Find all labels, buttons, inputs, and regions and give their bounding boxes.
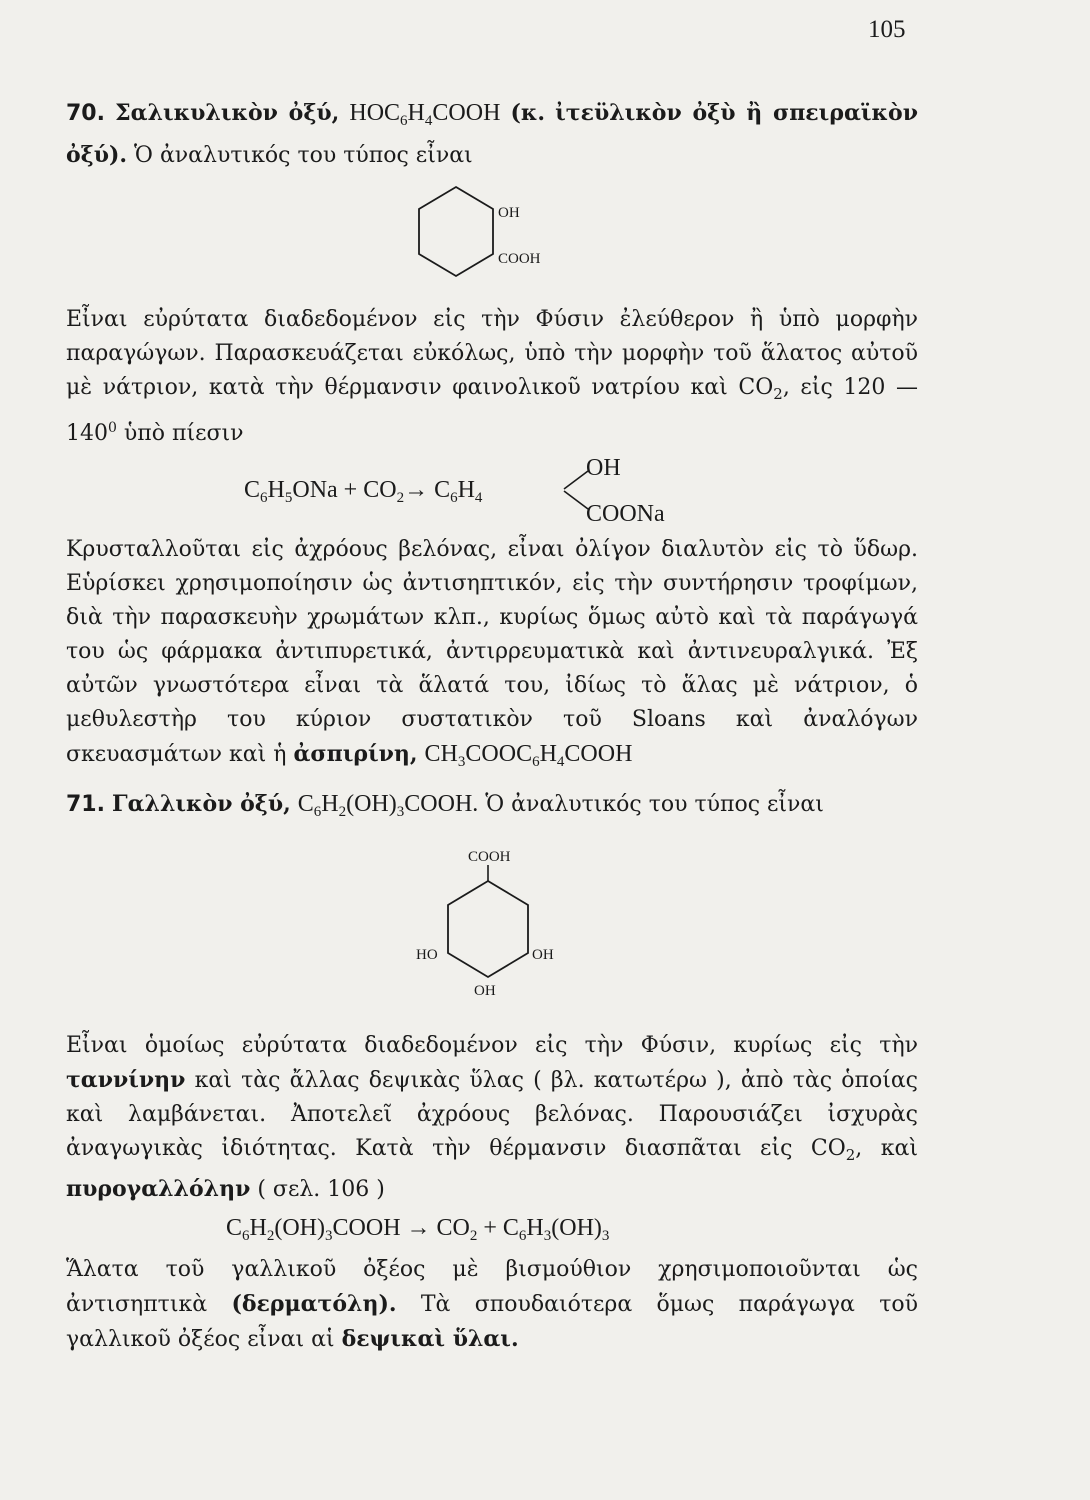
benzene-ring	[419, 187, 493, 276]
tanning-agents-term: δεψικαὶ ὕλαι.	[341, 1326, 519, 1352]
gallic-cooh-label: COOH	[468, 849, 511, 865]
section-71-intro-rest: Ὁ ἀναλυτικός του τύπος εἶναι	[485, 792, 824, 817]
salicylic-acid-structure	[66, 179, 918, 297]
reaction-oh: OH	[586, 455, 621, 481]
tannin-term: ταννίνην	[66, 1067, 186, 1093]
section-71-title: Γαλλικὸν ὀξύ,	[111, 791, 291, 817]
salicylate-reaction	[66, 451, 918, 533]
gallic-oh-right-label: OH	[532, 947, 554, 963]
section-70-title: Σαλικυλικὸν ὀξύ,	[115, 100, 340, 126]
section-70-paragraph-2: Κρυσταλλοῦται εἰς ἀχρόους βελόνας, εἶναι ὀλίγον διαλυτὸν εἰς τὸ ὕδωρ. Εὑρίσκει χρησιμοποίησιν ὡς ἀντισηπτικόν, εἰς τὴν συντήρησιν τροφίμων, διὰ τὴν παρασκευὴν χρωμάτων κλπ., κυρίως ὅμως αὐτὸ καὶ τὰ παράγωγά του ὡς φάρμακα ἀντιπυρετικά, ἀντιρρευματικὰ καὶ ἀντινευραλγικά. Ἐξ αὐτῶν γνωστότερα εἶναι τὰ ἅλατά του, ἰδίως τὸ ἅλας μὲ νάτριον, ὁ μεθυλεστὴρ του κύριον συστατικὸν τοῦ Sloans καὶ ἀναλόγων σκευασμάτων καὶ ἡ ἀσπιρίνη, $CH_3COOC_6H_4COOH$	[66, 537, 918, 770]
gallic-ho-label: HO	[416, 947, 438, 963]
pyrogallol-term: πυρογαλλόλην	[66, 1176, 251, 1202]
reaction-lhs: $C_6H_5ONa + CO_2\to C_6H_4$	[244, 477, 483, 506]
reaction-coona: COONa	[586, 501, 665, 527]
oh-label: OH	[498, 205, 520, 221]
section-71-paragraph-1: Εἶναι ὁμοίως εὐρύτατα διαδεδομένον εἰς τὴν Φύσιν, κυρίως εἰς τὴν ταννίνην καὶ τὰς ἄλλας δεψικὰς ὕλας ( βλ. κατωτέρω ), ἀπὸ τὰς ὁποίας καὶ λαμβάνεται. Ἀποτελεῖ ἀχρόους βελόνας. Παρουσιάζει ἰσχυρὰς ἀναγωγικὰς ἰδιότητας. Κατὰ τὴν θέρμανσιν διασπᾶται εἰς $CO_2$, καὶ πυρογαλλόλην ( σελ. 106 )	[66, 1033, 918, 1202]
section-70-alias-open: (κ.	[510, 100, 546, 126]
section-70-intro-rest: Ὁ ἀναλυτικός του τύπος εἶναι	[134, 143, 473, 168]
section-70-alias: ἰτεϋλικὸν ὀξὺ ἢ σπειραϊκὸν ὀξύ).	[66, 100, 918, 168]
page-number: 105	[868, 16, 906, 43]
page-content	[66, 96, 918, 1357]
gallic-oh-bottom-label: OH	[474, 983, 496, 999]
section-71-number: 71.	[66, 792, 105, 817]
gallic-benzene-ring	[448, 881, 528, 977]
section-70-number: 70.	[66, 101, 105, 126]
cooh-label: COOH	[498, 251, 541, 267]
aspirin-term: ἀσπιρίνη,	[293, 741, 418, 767]
aspirin-formula: $CH_3COOC_6H_4COOH$	[424, 741, 633, 770]
section-70-formula: $HOC_6H_4COOH$	[349, 100, 501, 129]
section-71-formula: $C_6H_2(OH)_3COOH$.	[297, 791, 479, 820]
section-70-paragraph-1: Εἶναι εὐρύτατα διαδεδομένον εἰς τὴν Φύσιν ἐλεύθερον ἢ ὑπὸ μορφὴν παραγώγων. Παρασκευάζεται εὐκόλως, ὑπὸ τὴν μορφὴν τοῦ ἅλατος αὐτοῦ μὲ νάτριον, κατὰ τὴν θέρμανσιν φαινολικοῦ νατρίου καὶ $CO_2$, εἰς 120 — $140^0$ ὑπὸ πίεσιν	[66, 307, 919, 446]
dermatol-term: (δερματόλη).	[231, 1291, 397, 1317]
section-71-paragraph-2: Ἅλατα τοῦ γαλλικοῦ ὀξέος μὲ βισμούθιον χρησιμοποιοῦνται ὡς ἀντισηπτικὰ (δερματόλη). Τὰ σπουδαιότερα ὅμως παράγωγα τοῦ γαλλικοῦ ὀξέος εἶναι αἱ δεψικαὶ ὕλαι.	[66, 1257, 918, 1352]
section-71-intro	[66, 787, 918, 829]
section-70-intro	[66, 96, 918, 173]
gallic-acid-structure	[66, 835, 918, 1015]
gallic-reaction: $C_6H_2(OH)_3COOH \to CO_2 + C_6H_3(OH)_3$	[226, 1215, 610, 1244]
